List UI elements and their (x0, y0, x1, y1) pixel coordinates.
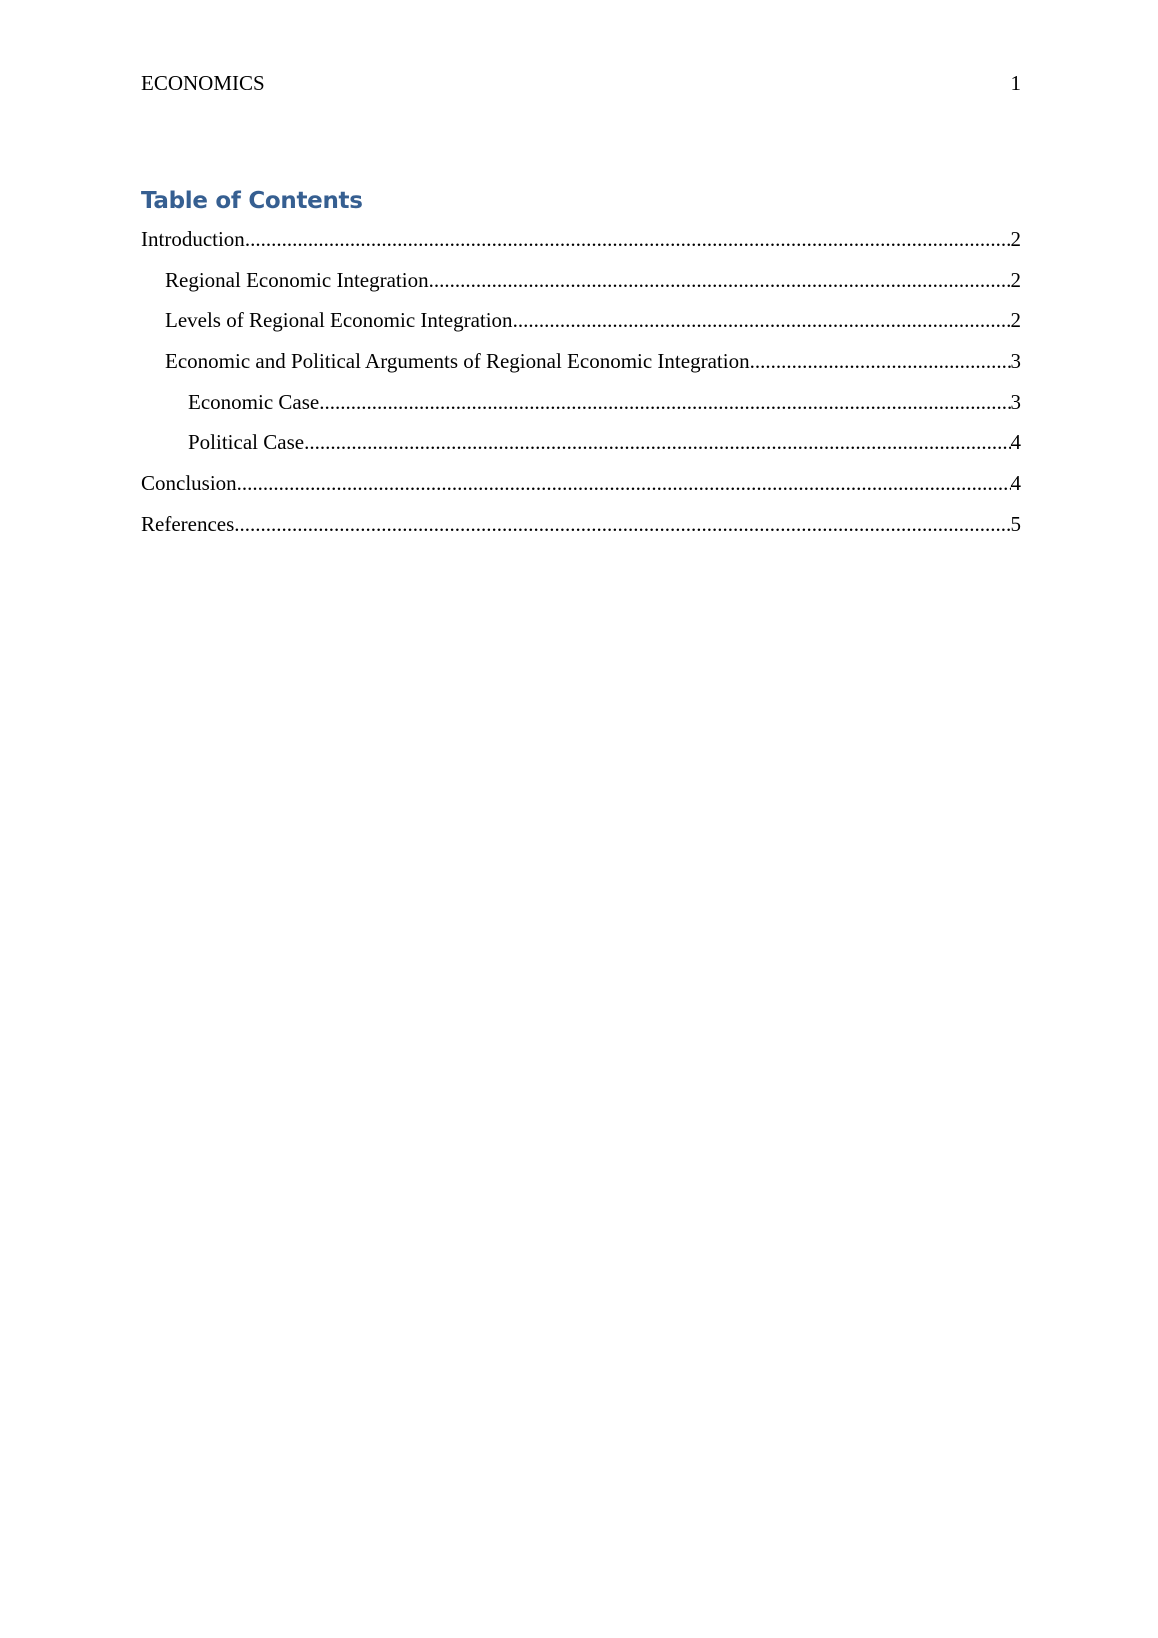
toc-dot-leader (245, 224, 1011, 254)
toc-entry-page: 5 (1010, 511, 1021, 536)
toc-entry-page: 2 (1010, 308, 1021, 333)
toc-entry-label: Political Case (188, 430, 305, 455)
toc-entry-label: Introduction (141, 227, 245, 251)
running-header (141, 68, 1021, 98)
toc-dot-leader (304, 427, 1010, 457)
toc-entry-page: 4 (1010, 471, 1021, 496)
toc-entry-page: 3 (1010, 389, 1021, 414)
toc-heading: Table of Contents (141, 188, 363, 214)
toc-dot-leader (234, 509, 1010, 539)
toc-dot-leader (237, 468, 1011, 498)
toc-dot-leader (429, 265, 1011, 295)
page-number: 1 (1010, 71, 1021, 95)
toc-dot-leader (319, 387, 1010, 417)
toc-entry-political-case[interactable] (141, 427, 1021, 468)
running-title: ECONOMICS (141, 71, 265, 95)
toc-entry-label: Levels of Regional Economic Integration (165, 308, 513, 333)
toc-entry-label: Conclusion (141, 471, 237, 496)
toc-entry-page: 2 (1010, 267, 1021, 292)
toc-entry-regional-economic-integration[interactable] (141, 265, 1021, 306)
toc-entry-label: Regional Economic Integration (165, 267, 429, 292)
toc-entry-economic-case[interactable] (141, 387, 1021, 428)
toc-entry-label: Economic and Political Arguments of Regional Economic Integration (165, 349, 750, 374)
toc-entry-page: 4 (1010, 430, 1021, 455)
toc-entry-conclusion[interactable] (141, 468, 1021, 509)
toc-dot-leader (750, 346, 1011, 376)
toc-entry-page: 3 (1010, 349, 1021, 374)
toc-entry-label: Economic Case (188, 389, 320, 414)
toc-entry-economic-political-arguments[interactable] (141, 346, 1021, 387)
toc-entry-label: References (141, 511, 235, 536)
toc-dot-leader (513, 305, 1011, 335)
toc-entry-introduction[interactable] (141, 224, 1021, 265)
toc-list (141, 224, 1021, 550)
toc-entry-references[interactable] (141, 509, 1021, 550)
toc-entry-levels-of-integration[interactable] (141, 305, 1021, 346)
toc-entry-page: 2 (1010, 227, 1021, 251)
